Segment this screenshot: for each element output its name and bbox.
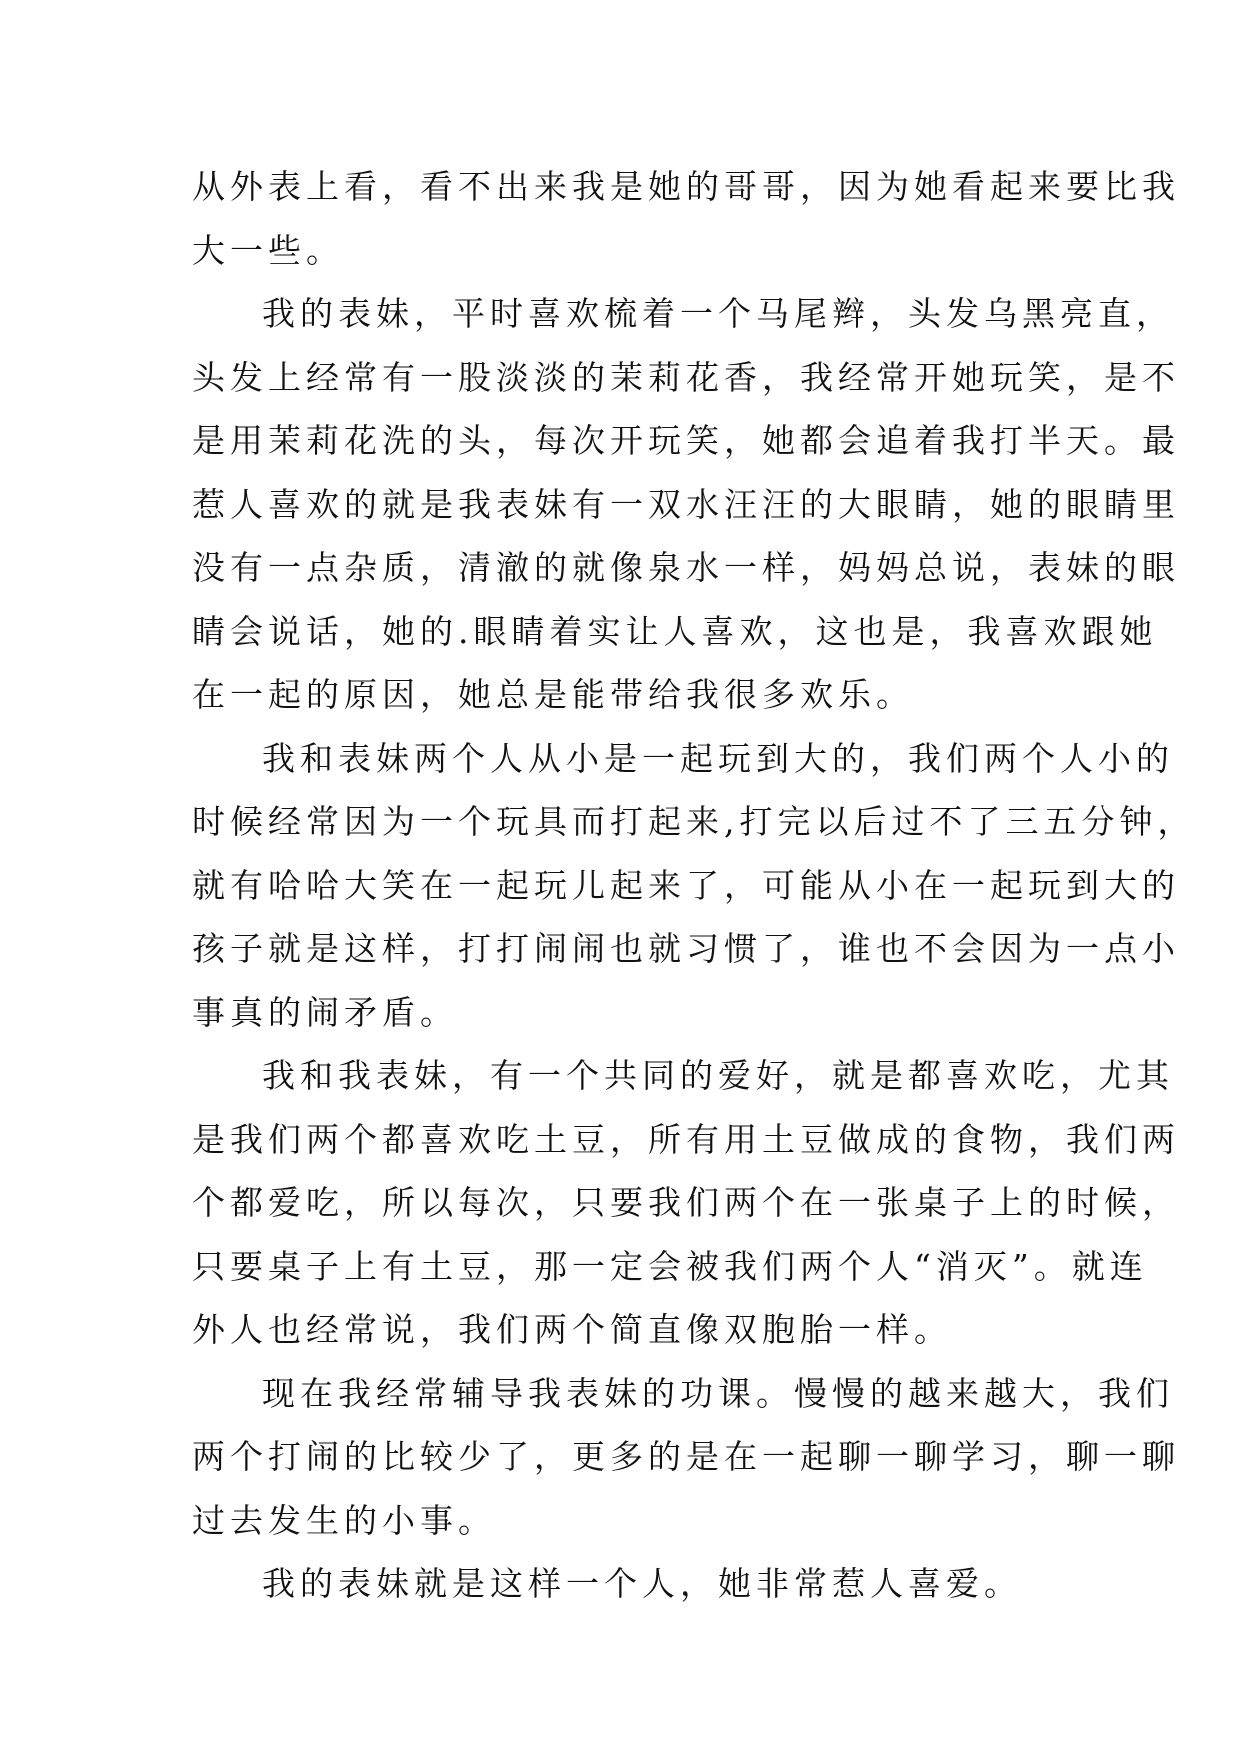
paragraph-start-line: 我的表妹，平时喜欢梳着一个马尾辫，头发乌黑亮直， bbox=[262, 294, 1174, 333]
text-line: 孩子就是这样，打打闹闹也就习惯了，谁也不会因为一点小 bbox=[192, 929, 1180, 968]
text-line: 只要桌子上有土豆，那一定会被我们两个人“消灭”。就连 bbox=[192, 1246, 1148, 1286]
text-line: 是我们两个都喜欢吃土豆，所有用土豆做成的食物，我们两 bbox=[192, 1119, 1180, 1159]
text-line: 是用茉莉花洗的头，每次开玩笑，她都会追着我打半天。最 bbox=[192, 421, 1180, 460]
text-line: 外人也经常说，我们两个简直像双胞胎一样。 bbox=[192, 1310, 952, 1349]
text-line: 头发上经常有一股淡淡的茉莉花香，我经常开她玩笑，是不 bbox=[192, 357, 1180, 397]
paragraph-start-line: 现在我经常辅导我表妹的功课。慢慢的越来越大，我们 bbox=[262, 1373, 1174, 1413]
text-line: 没有一点杂质，清澈的就像泉水一样，妈妈总说，表妹的眼 bbox=[192, 548, 1180, 587]
essay-body bbox=[192, 155, 1196, 1616]
paragraph-start-line: 我的表妹就是这样一个人，她非常惹人喜爱。 bbox=[262, 1564, 1022, 1603]
text-line: 从外表上看，看不出来我是她的哥哥，因为她看起来要比我 bbox=[192, 167, 1180, 206]
text-line: 睛会说话，她的.眼睛着实让人喜欢，这也是，我喜欢跟她 bbox=[192, 611, 1158, 651]
text-line: 就有哈哈大笑在一起玩儿起来了，可能从小在一起玩到大的 bbox=[192, 865, 1180, 905]
text-line: 惹人喜欢的就是我表妹有一双水汪汪的大眼睛，她的眼睛里 bbox=[192, 484, 1180, 524]
text-line: 大一些。 bbox=[192, 230, 344, 270]
text-line: 在一起的原因，她总是能带给我很多欢乐。 bbox=[192, 675, 914, 714]
text-line: 过去发生的小事。 bbox=[192, 1500, 496, 1540]
paragraph-start-line: 我和表妹两个人从小是一起玩到大的，我们两个人小的 bbox=[262, 738, 1174, 778]
text-line: 个都爱吃，所以每次，只要我们两个在一张桌子上的时候， bbox=[192, 1183, 1180, 1222]
text-line: 事真的闹矛盾。 bbox=[192, 992, 458, 1032]
paragraph-start-line: 我和我表妹，有一个共同的爱好，就是都喜欢吃，尤其 bbox=[262, 1056, 1174, 1095]
text-line: 两个打闹的比较少了，更多的是在一起聊一聊学习，聊一聊 bbox=[192, 1437, 1180, 1476]
text-line: 时候经常因为一个玩具而打起来,打完以后过不了三五分钟， bbox=[192, 802, 1196, 841]
